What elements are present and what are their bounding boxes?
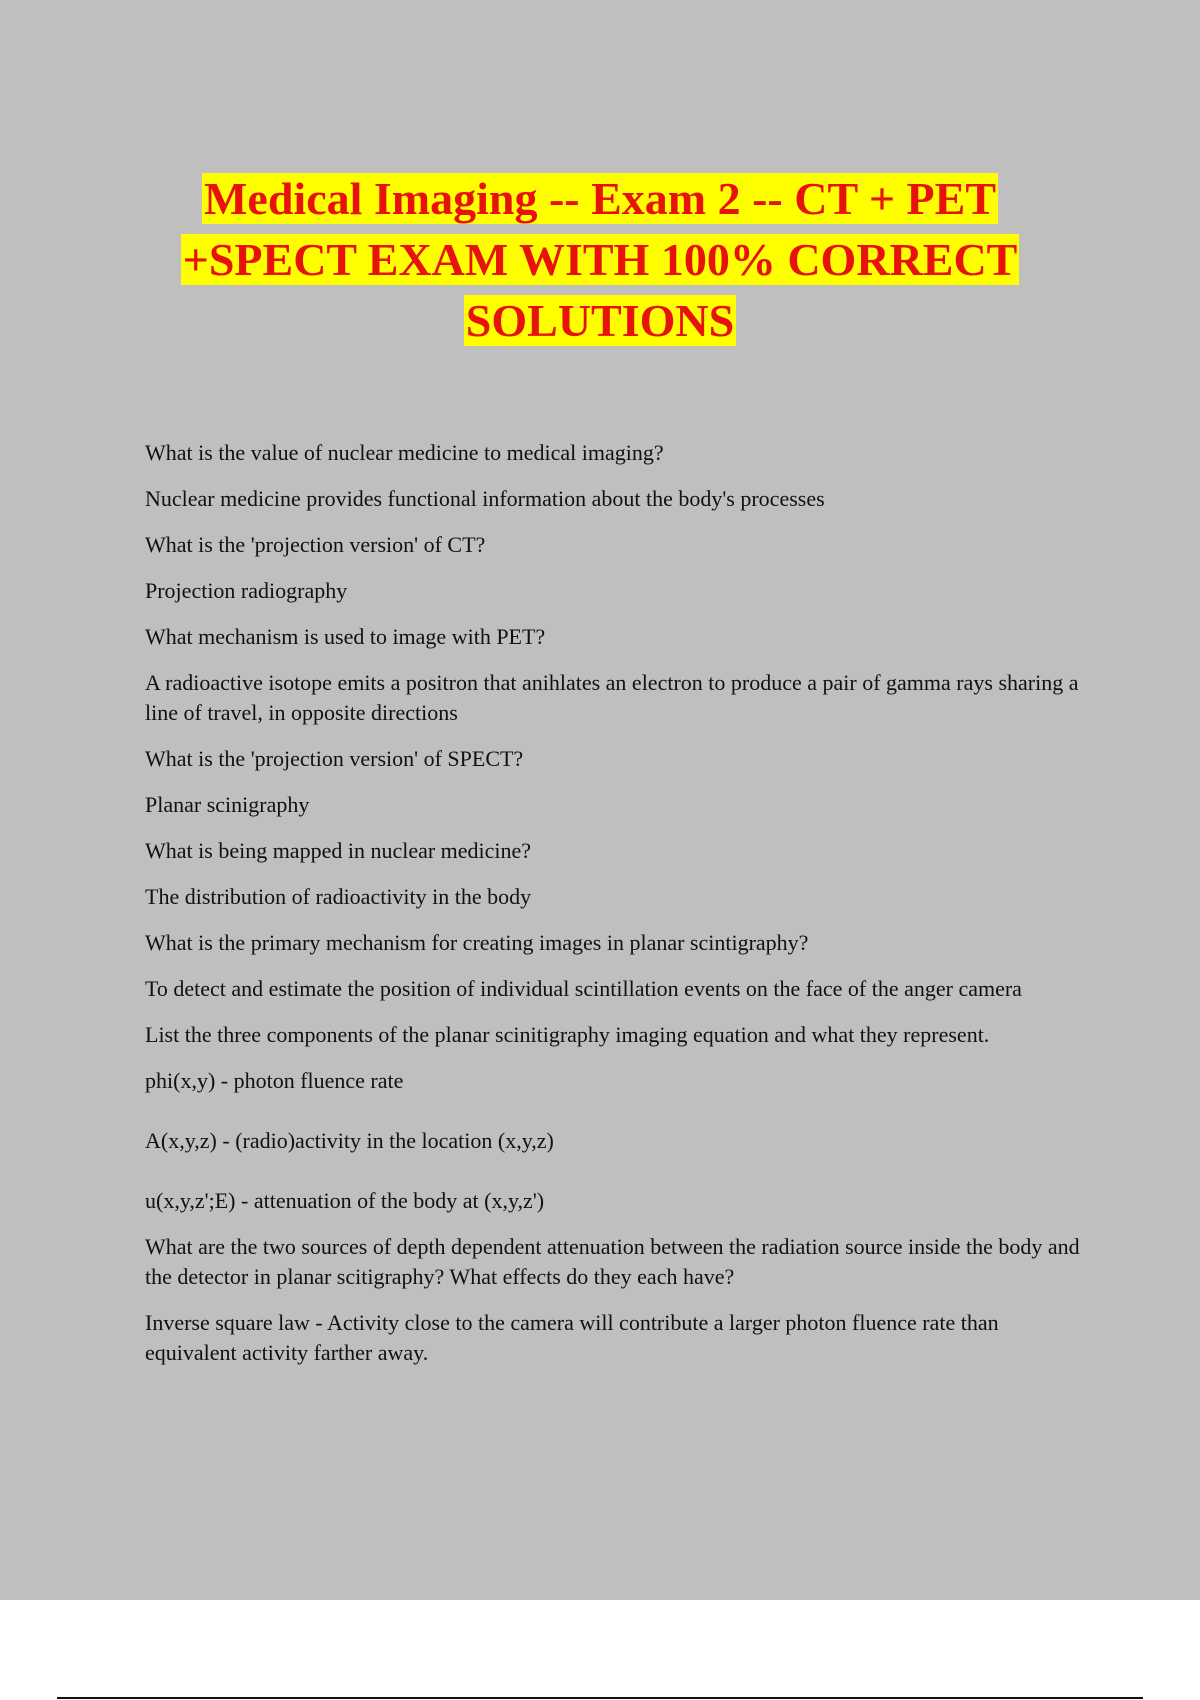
- title-line: [0, 168, 1200, 229]
- document-title: [0, 168, 1200, 351]
- answer-text: phi(x,y) - photon fluence rate: [145, 1068, 404, 1093]
- answer-text: Nuclear medicine provides functional information about the body's processes: [145, 486, 825, 511]
- answer-text: Inverse square law - Activity close to the camera will contribute a larger photon fluence rate than equivalent activity farther away.: [145, 1310, 999, 1365]
- question-text: What are the two sources of depth dependent attenuation between the radiation source inside the body and the detector in planar scitigraphy? What effects do they each have?: [145, 1234, 1080, 1289]
- footer-rule: [57, 1697, 1143, 1699]
- title-line-text: Medical Imaging -- Exam 2 -- CT + PET: [204, 173, 996, 224]
- question-text: What mechanism is used to image with PET?: [145, 624, 546, 649]
- question-text: What is the value of nuclear medicine to medical imaging?: [145, 440, 664, 465]
- question-text: What is being mapped in nuclear medicine?: [145, 838, 532, 863]
- question-text: What is the 'projection version' of SPECT?: [145, 746, 524, 771]
- title-line: [0, 290, 1200, 351]
- question-text: What is the 'projection version' of CT?: [145, 532, 486, 557]
- answer-text: u(x,y,z';E) - attenuation of the body at (x,y,z'): [145, 1188, 545, 1213]
- answer-text: A(x,y,z) - (radio)activity in the location (x,y,z): [145, 1128, 554, 1153]
- answer-text: The distribution of radioactivity in the body: [145, 884, 532, 909]
- answer-text: To detect and estimate the position of individual scintillation events on the face of the anger camera: [145, 976, 1022, 1001]
- question-text: List the three components of the planar scinitigraphy imaging equation and what they represent.: [145, 1022, 990, 1047]
- question-text: What is the primary mechanism for creating images in planar scintigraphy?: [145, 930, 809, 955]
- title-line: [0, 229, 1200, 290]
- answer-text: Projection radiography: [145, 578, 348, 603]
- document-body: [145, 438, 1095, 1384]
- answer-text: Planar scinigraphy: [145, 792, 310, 817]
- title-line-text: +SPECT EXAM WITH 100% CORRECT: [182, 234, 1018, 285]
- answer-text: A radioactive isotope emits a positron that anihlates an electron to produce a pair of gamma rays sharing a line of travel, in opposite directions: [145, 670, 1079, 725]
- title-line-text: SOLUTIONS: [465, 295, 735, 346]
